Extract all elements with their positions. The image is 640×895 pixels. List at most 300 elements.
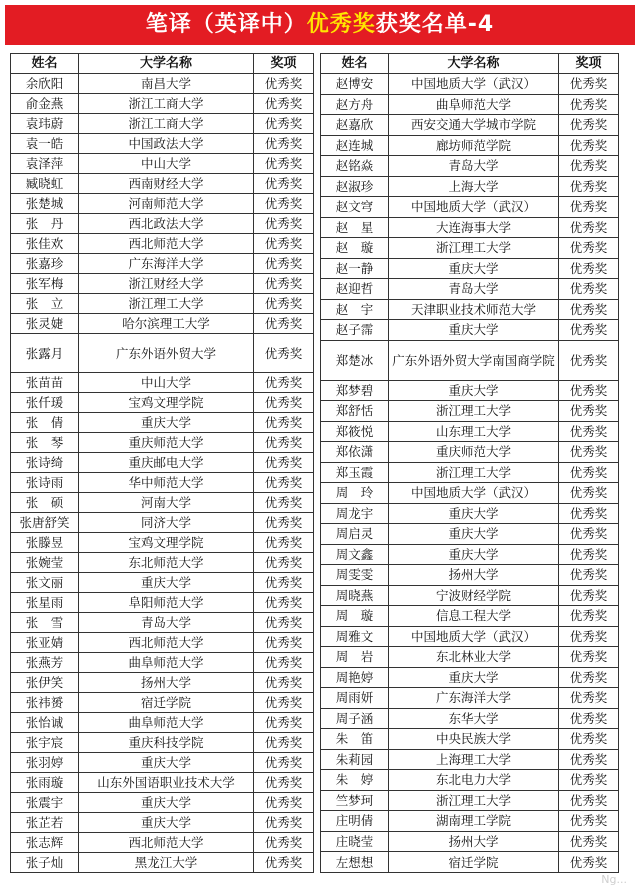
table-row <box>11 154 314 174</box>
cell-name: 张星雨 <box>11 593 79 613</box>
cell-university: 山东外国语职业技术大学 <box>79 773 254 793</box>
cell-name: 张 立 <box>11 294 79 314</box>
cell-university: 上海理工大学 <box>389 749 559 770</box>
cell-university: 重庆科技学院 <box>79 733 254 753</box>
cell-award: 优秀奖 <box>559 176 619 197</box>
table-row <box>321 811 619 832</box>
table-row <box>321 299 619 320</box>
cell-name: 周 璇 <box>321 606 389 627</box>
cell-name: 庄明倩 <box>321 811 389 832</box>
cell-university: 重庆大学 <box>79 573 254 593</box>
cell-university: 宝鸡文理学院 <box>79 533 254 553</box>
table-row <box>321 217 619 238</box>
cell-name: 张军梅 <box>11 274 79 294</box>
cell-university: 重庆大学 <box>389 503 559 524</box>
cell-name: 赵铭焱 <box>321 156 389 177</box>
cell-name: 赵文穹 <box>321 197 389 218</box>
table-row <box>321 790 619 811</box>
cell-award: 优秀奖 <box>254 254 314 274</box>
page-title <box>5 5 635 45</box>
cell-university: 浙江工商大学 <box>79 114 254 134</box>
table-row <box>321 135 619 156</box>
cell-university: 广东海洋大学 <box>389 688 559 709</box>
cell-name: 张婉莹 <box>11 553 79 573</box>
cell-name: 赵迎哲 <box>321 279 389 300</box>
table-row <box>11 813 314 833</box>
cell-award: 优秀奖 <box>559 421 619 442</box>
cell-university: 重庆大学 <box>389 320 559 341</box>
table-row <box>11 453 314 473</box>
table-row <box>321 320 619 341</box>
cell-award: 优秀奖 <box>254 773 314 793</box>
right-table <box>320 53 619 873</box>
cell-university: 重庆师范大学 <box>389 442 559 463</box>
cell-award: 优秀奖 <box>559 320 619 341</box>
table-row <box>11 753 314 773</box>
cell-university: 扬州大学 <box>79 673 254 693</box>
cell-name: 赵博安 <box>321 74 389 95</box>
cell-award: 优秀奖 <box>559 135 619 156</box>
cell-university: 南昌大学 <box>79 74 254 94</box>
cell-university: 西北师范大学 <box>79 234 254 254</box>
cell-name: 张诗绮 <box>11 453 79 473</box>
cell-university: 西安交通大学城市学院 <box>389 115 559 136</box>
header-university: 大学名称 <box>79 54 254 74</box>
cell-award: 优秀奖 <box>254 673 314 693</box>
cell-name: 周启灵 <box>321 524 389 545</box>
cell-name: 张嘉珍 <box>11 254 79 274</box>
tables-container <box>10 53 630 873</box>
table-row <box>321 156 619 177</box>
cell-university: 河南大学 <box>79 493 254 513</box>
cell-name: 左想想 <box>321 852 389 873</box>
cell-award: 优秀奖 <box>559 585 619 606</box>
cell-name: 袁泽萍 <box>11 154 79 174</box>
table-row <box>321 238 619 259</box>
cell-award: 优秀奖 <box>559 483 619 504</box>
cell-university: 浙江理工大学 <box>389 462 559 483</box>
cell-university: 同济大学 <box>79 513 254 533</box>
table-row <box>11 334 314 373</box>
table-row <box>321 483 619 504</box>
cell-name: 周 岩 <box>321 647 389 668</box>
cell-university: 重庆大学 <box>389 524 559 545</box>
cell-university: 重庆大学 <box>389 380 559 401</box>
table-row <box>11 413 314 433</box>
table-row <box>11 433 314 453</box>
cell-university: 重庆大学 <box>79 813 254 833</box>
cell-university: 重庆邮电大学 <box>79 453 254 473</box>
cell-university: 扬州大学 <box>389 565 559 586</box>
cell-university: 宝鸡文理学院 <box>79 393 254 413</box>
cell-university: 浙江理工大学 <box>79 294 254 314</box>
cell-name: 张滕昱 <box>11 533 79 553</box>
header-university: 大学名称 <box>389 54 559 74</box>
cell-award: 优秀奖 <box>254 513 314 533</box>
cell-name: 赵淑珍 <box>321 176 389 197</box>
header-row <box>11 54 314 74</box>
table-row <box>321 442 619 463</box>
cell-university: 中山大学 <box>79 154 254 174</box>
table-row <box>321 258 619 279</box>
cell-name: 张 硕 <box>11 493 79 513</box>
cell-university: 湖南理工学院 <box>389 811 559 832</box>
table-row <box>321 647 619 668</box>
table-row <box>321 94 619 115</box>
cell-award: 优秀奖 <box>559 524 619 545</box>
cell-name: 张雨璇 <box>11 773 79 793</box>
cell-award: 优秀奖 <box>559 156 619 177</box>
cell-name: 张燕芳 <box>11 653 79 673</box>
cell-name: 周晓燕 <box>321 585 389 606</box>
cell-name: 张亚婧 <box>11 633 79 653</box>
cell-award: 优秀奖 <box>254 493 314 513</box>
cell-award: 优秀奖 <box>559 667 619 688</box>
cell-university: 青岛大学 <box>389 279 559 300</box>
cell-university: 宿迁学院 <box>79 693 254 713</box>
cell-name: 俞金燕 <box>11 94 79 114</box>
cell-award: 优秀奖 <box>254 194 314 214</box>
cell-award: 优秀奖 <box>559 94 619 115</box>
table-row <box>321 197 619 218</box>
cell-name: 张怡诚 <box>11 713 79 733</box>
table-row <box>321 585 619 606</box>
cell-award: 优秀奖 <box>559 647 619 668</box>
table-row <box>321 503 619 524</box>
cell-university: 上海大学 <box>389 176 559 197</box>
cell-university: 西北师范大学 <box>79 633 254 653</box>
cell-university: 华中师范大学 <box>79 473 254 493</box>
cell-award: 优秀奖 <box>559 279 619 300</box>
cell-award: 优秀奖 <box>254 373 314 393</box>
cell-name: 周雨妍 <box>321 688 389 709</box>
cell-award: 优秀奖 <box>559 442 619 463</box>
cell-award: 优秀奖 <box>559 115 619 136</box>
cell-university: 重庆大学 <box>79 753 254 773</box>
cell-award: 优秀奖 <box>254 334 314 373</box>
cell-university: 东北电力大学 <box>389 770 559 791</box>
cell-award: 优秀奖 <box>559 831 619 852</box>
cell-university: 浙江理工大学 <box>389 790 559 811</box>
cell-name: 郑梦碧 <box>321 380 389 401</box>
cell-award: 优秀奖 <box>559 544 619 565</box>
cell-name: 朱 婷 <box>321 770 389 791</box>
table-row <box>11 573 314 593</box>
cell-name: 臧晓虹 <box>11 174 79 194</box>
cell-award: 优秀奖 <box>254 693 314 713</box>
cell-university: 浙江理工大学 <box>389 238 559 259</box>
cell-university: 重庆大学 <box>389 544 559 565</box>
table-row <box>321 708 619 729</box>
cell-name: 朱 笛 <box>321 729 389 750</box>
cell-award: 优秀奖 <box>254 433 314 453</box>
cell-name: 张伊笑 <box>11 673 79 693</box>
table-row <box>11 513 314 533</box>
cell-name: 周子涵 <box>321 708 389 729</box>
cell-name: 赵方舟 <box>321 94 389 115</box>
cell-award: 优秀奖 <box>254 74 314 94</box>
cell-award: 优秀奖 <box>559 503 619 524</box>
cell-award: 优秀奖 <box>254 593 314 613</box>
cell-award: 优秀奖 <box>254 114 314 134</box>
cell-university: 曲阜师范大学 <box>389 94 559 115</box>
cell-award: 优秀奖 <box>559 729 619 750</box>
cell-award: 优秀奖 <box>254 553 314 573</box>
table-row <box>321 524 619 545</box>
cell-award: 优秀奖 <box>559 258 619 279</box>
table-row <box>11 653 314 673</box>
cell-award: 优秀奖 <box>559 790 619 811</box>
table-row <box>11 693 314 713</box>
cell-award: 优秀奖 <box>559 197 619 218</box>
cell-award: 优秀奖 <box>254 573 314 593</box>
cell-university: 宿迁学院 <box>389 852 559 873</box>
cell-university: 河南师范大学 <box>79 194 254 214</box>
table-row <box>11 274 314 294</box>
cell-name: 张芷若 <box>11 813 79 833</box>
table-row <box>11 733 314 753</box>
cell-university: 阜阳师范大学 <box>79 593 254 613</box>
table-row <box>321 176 619 197</box>
cell-name: 张苗苗 <box>11 373 79 393</box>
cell-name: 张 倩 <box>11 413 79 433</box>
cell-university: 中国地质大学（武汉） <box>389 626 559 647</box>
table-row <box>11 493 314 513</box>
table-row <box>11 713 314 733</box>
cell-university: 浙江理工大学 <box>389 401 559 422</box>
cell-name: 周雅文 <box>321 626 389 647</box>
header-award: 奖项 <box>254 54 314 74</box>
cell-university: 廊坊师范学院 <box>389 135 559 156</box>
table-row <box>321 115 619 136</box>
cell-name: 赵嘉欣 <box>321 115 389 136</box>
table-row <box>11 393 314 413</box>
cell-award: 优秀奖 <box>254 813 314 833</box>
cell-name: 张诗雨 <box>11 473 79 493</box>
cell-university: 宁波财经学院 <box>389 585 559 606</box>
table-row <box>11 254 314 274</box>
cell-name: 赵子霈 <box>321 320 389 341</box>
cell-name: 庄晓莹 <box>321 831 389 852</box>
cell-award: 优秀奖 <box>254 174 314 194</box>
table-row <box>321 729 619 750</box>
cell-university: 东北师范大学 <box>79 553 254 573</box>
cell-name: 张 丹 <box>11 214 79 234</box>
cell-university: 哈尔滨理工大学 <box>79 314 254 334</box>
cell-award: 优秀奖 <box>559 626 619 647</box>
cell-award: 优秀奖 <box>254 753 314 773</box>
cell-award: 优秀奖 <box>254 154 314 174</box>
cell-name: 郑楚冰 <box>321 340 389 380</box>
header-name: 姓名 <box>11 54 79 74</box>
cell-award: 优秀奖 <box>254 793 314 813</box>
cell-university: 中山大学 <box>79 373 254 393</box>
cell-university: 青岛大学 <box>389 156 559 177</box>
cell-university: 大连海事大学 <box>389 217 559 238</box>
cell-award: 优秀奖 <box>559 74 619 95</box>
cell-university: 扬州大学 <box>389 831 559 852</box>
cell-award: 优秀奖 <box>254 633 314 653</box>
table-row <box>11 373 314 393</box>
page <box>5 5 635 890</box>
cell-name: 周文鑫 <box>321 544 389 565</box>
table-row <box>11 533 314 553</box>
cell-name: 余欣阳 <box>11 74 79 94</box>
cell-name: 张志辉 <box>11 833 79 853</box>
cell-university: 广东外语外贸大学 <box>79 334 254 373</box>
cell-name: 张祎赟 <box>11 693 79 713</box>
table-row <box>11 773 314 793</box>
cell-university: 曲阜师范大学 <box>79 653 254 673</box>
cell-name: 赵 宇 <box>321 299 389 320</box>
cell-award: 优秀奖 <box>559 565 619 586</box>
cell-award: 优秀奖 <box>559 852 619 873</box>
cell-award: 优秀奖 <box>254 733 314 753</box>
table-row <box>321 74 619 95</box>
cell-name: 竺梦珂 <box>321 790 389 811</box>
table-row <box>321 340 619 380</box>
cell-award: 优秀奖 <box>254 613 314 633</box>
cell-award: 优秀奖 <box>254 413 314 433</box>
cell-award: 优秀奖 <box>254 713 314 733</box>
cell-university: 浙江工商大学 <box>79 94 254 114</box>
cell-name: 周艳婷 <box>321 667 389 688</box>
title-highlight: 优秀奖 <box>306 12 376 37</box>
cell-award: 优秀奖 <box>559 688 619 709</box>
cell-name: 郑舒恬 <box>321 401 389 422</box>
table-row <box>321 565 619 586</box>
cell-university: 重庆大学 <box>79 793 254 813</box>
cell-name: 郑依潇 <box>321 442 389 463</box>
table-row <box>11 673 314 693</box>
cell-award: 优秀奖 <box>254 833 314 853</box>
cell-name: 张羽婷 <box>11 753 79 773</box>
cell-award: 优秀奖 <box>559 401 619 422</box>
cell-award: 优秀奖 <box>254 473 314 493</box>
cell-award: 优秀奖 <box>254 234 314 254</box>
cell-name: 郑玉霞 <box>321 462 389 483</box>
cell-name: 张 琴 <box>11 433 79 453</box>
cell-name: 赵一静 <box>321 258 389 279</box>
cell-university: 曲阜师范大学 <box>79 713 254 733</box>
cell-university: 西南财经大学 <box>79 174 254 194</box>
cell-award: 优秀奖 <box>254 274 314 294</box>
cell-name: 周龙宇 <box>321 503 389 524</box>
cell-university: 中国地质大学（武汉） <box>389 74 559 95</box>
cell-award: 优秀奖 <box>254 533 314 553</box>
table-row <box>11 853 314 873</box>
cell-university: 中国地质大学（武汉） <box>389 483 559 504</box>
cell-university: 天津职业技术师范大学 <box>389 299 559 320</box>
left-table <box>10 53 314 873</box>
cell-award: 优秀奖 <box>559 380 619 401</box>
cell-university: 中国地质大学（武汉） <box>389 197 559 218</box>
cell-name: 张文丽 <box>11 573 79 593</box>
table-row <box>11 314 314 334</box>
cell-university: 东华大学 <box>389 708 559 729</box>
table-row <box>321 401 619 422</box>
cell-university: 重庆大学 <box>389 258 559 279</box>
cell-university: 重庆大学 <box>389 667 559 688</box>
cell-university: 广东海洋大学 <box>79 254 254 274</box>
table-row <box>11 214 314 234</box>
cell-name: 张宇宸 <box>11 733 79 753</box>
watermark: Ng... <box>601 873 627 886</box>
table-row <box>11 234 314 254</box>
cell-name: 张唐舒笑 <box>11 513 79 533</box>
cell-award: 优秀奖 <box>559 340 619 380</box>
table-row <box>321 380 619 401</box>
cell-award: 优秀奖 <box>254 214 314 234</box>
table-row <box>11 473 314 493</box>
cell-award: 优秀奖 <box>559 217 619 238</box>
cell-university: 重庆师范大学 <box>79 433 254 453</box>
table-row <box>11 74 314 94</box>
cell-name: 周 玲 <box>321 483 389 504</box>
cell-university: 浙江财经大学 <box>79 274 254 294</box>
cell-name: 赵 璇 <box>321 238 389 259</box>
cell-award: 优秀奖 <box>254 453 314 473</box>
cell-university: 青岛大学 <box>79 613 254 633</box>
cell-university: 东北林业大学 <box>389 647 559 668</box>
title-suffix: 获奖名单-4 <box>375 12 495 37</box>
table-row <box>321 770 619 791</box>
header-row <box>321 54 619 74</box>
cell-award: 优秀奖 <box>559 606 619 627</box>
cell-award: 优秀奖 <box>254 314 314 334</box>
cell-name: 张露月 <box>11 334 79 373</box>
cell-university: 中央民族大学 <box>389 729 559 750</box>
cell-university: 信息工程大学 <box>389 606 559 627</box>
cell-name: 朱莉园 <box>321 749 389 770</box>
cell-award: 优秀奖 <box>254 853 314 873</box>
cell-award: 优秀奖 <box>559 749 619 770</box>
cell-name: 张佳欢 <box>11 234 79 254</box>
cell-university: 西北政法大学 <box>79 214 254 234</box>
cell-award: 优秀奖 <box>254 134 314 154</box>
table-row <box>321 688 619 709</box>
cell-university: 中国政法大学 <box>79 134 254 154</box>
cell-award: 优秀奖 <box>254 294 314 314</box>
table-row <box>11 793 314 813</box>
table-row <box>11 833 314 853</box>
header-award: 奖项 <box>559 54 619 74</box>
table-row <box>11 553 314 573</box>
table-row <box>321 749 619 770</box>
cell-university: 重庆大学 <box>79 413 254 433</box>
table-row <box>11 114 314 134</box>
table-row <box>321 462 619 483</box>
cell-name: 张子灿 <box>11 853 79 873</box>
table-row <box>321 421 619 442</box>
table-row <box>321 667 619 688</box>
cell-award: 优秀奖 <box>559 299 619 320</box>
table-row <box>321 831 619 852</box>
table-row <box>321 626 619 647</box>
table-row <box>11 134 314 154</box>
cell-award: 优秀奖 <box>559 770 619 791</box>
cell-name: 张仟瑗 <box>11 393 79 413</box>
cell-award: 优秀奖 <box>254 393 314 413</box>
table-row <box>11 613 314 633</box>
cell-university: 黑龙江大学 <box>79 853 254 873</box>
cell-name: 赵连城 <box>321 135 389 156</box>
cell-award: 优秀奖 <box>559 238 619 259</box>
table-row <box>11 194 314 214</box>
title-prefix: 笔译（英译中） <box>145 12 307 37</box>
cell-name: 张楚城 <box>11 194 79 214</box>
cell-university: 山东理工大学 <box>389 421 559 442</box>
